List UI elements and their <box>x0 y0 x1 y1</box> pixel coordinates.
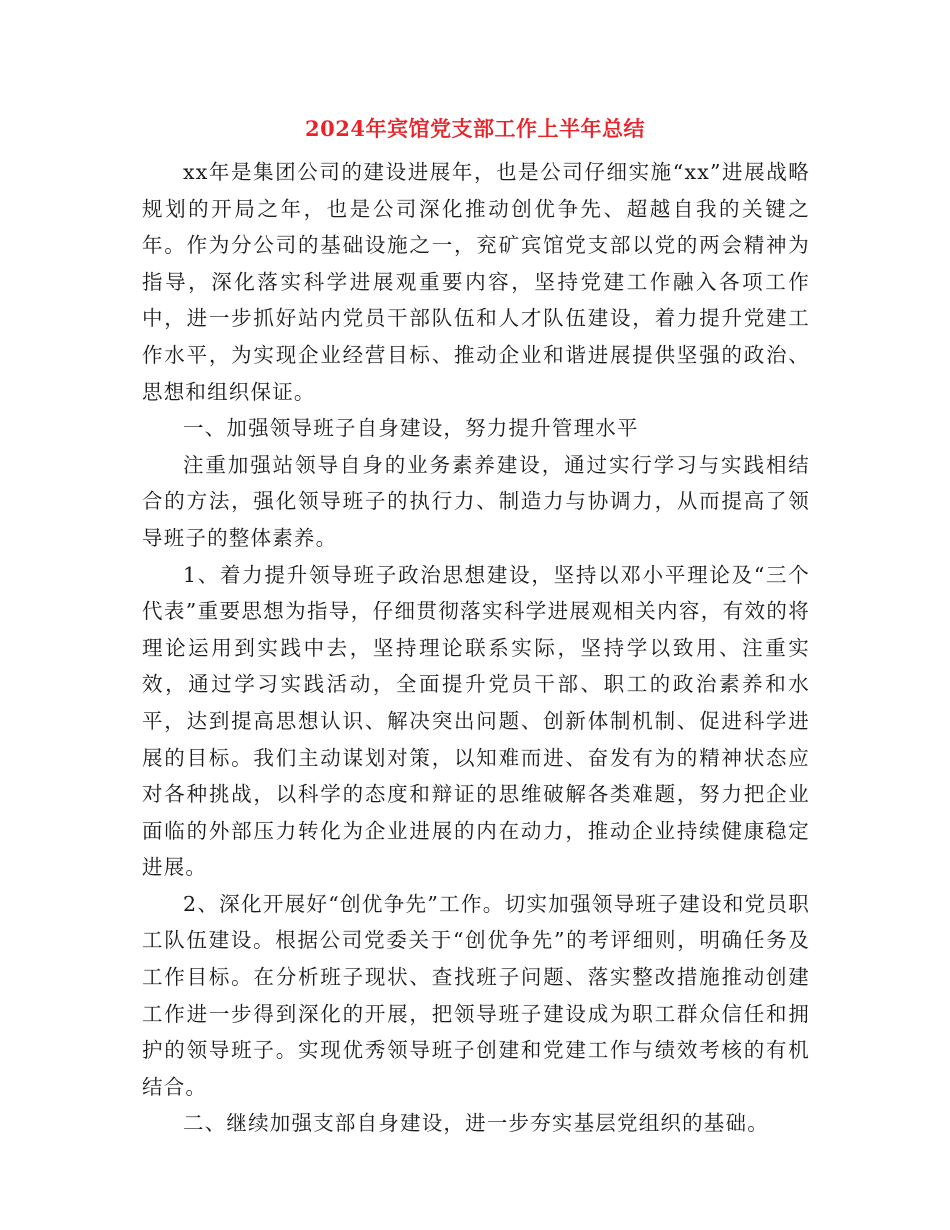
paragraph-item-1: 1、着力提升领导班子政治思想建设，坚持以邓小平理论及“三个代表”重要思想为指导，仔细贯彻落实科学进展观相关内容，有效的将理论运用到实践中去，坚持理论联系实际，坚持学以致用、注重实效，通过学习实践活动，全面提升党员干部、职工的政治素养和水平，达到提高思想认识、解决突出问题、创新体制机制、促进科学进展的目标。我们主动谋划对策，以知难而进、奋发有为的精神状态应对各种挑战，以科学的态度和辩证的思维破解各类难题，努力把企业面临的外部压力转化为企业进展的内在动力，推动企业持续健康稳定进展。 <box>142 562 810 880</box>
paragraph-item-2: 2、深化开展好“创优争先”工作。切实加强领导班子建设和党员职工队伍建设。根据公司党委关于“创优争先”的考评细则，明确任务及工作目标。在分析班子现状、查找班子问题、落实整改措施推动创建工作进一步得到深化的开展，把领导班子建设成为职工群众信任和拥护的领导班子。实现优秀领导班子创建和党建工作与绩效考核的有机结合。 <box>142 891 810 1099</box>
section-heading-2: 二、继续加强支部自身建设，进一步夯实基层党组织的基础。 <box>183 1111 769 1136</box>
document-title: 2024年宾馆党支部工作上半年总结 <box>305 116 645 141</box>
paragraph-section-1-intro: 注重加强站领导自身的业务素养建设，通过实行学习与实践相结合的方法，强化领导班子的执行力、制造力与协调力，从而提高了领导班子的整体素养。 <box>142 452 810 550</box>
document-body <box>142 154 810 1142</box>
section-heading-1: 一、加强领导班子自身建设，努力提升管理水平 <box>183 416 639 441</box>
paragraph-intro: xx年是集团公司的建设进展年，也是公司仔细实施“xx”进展战略规划的开局之年，也是公司深化推动创优争先、超越自我的关键之年。作为分公司的基础设施之一，兖矿宾馆党支部以党的两会精神为指导，深化落实科学进展观重要内容，坚持党建工作融入各项工作中，进一步抓好站内党员干部队伍和人才队伍建设，着力提升党建工作水平，为实现企业经营目标、推动企业和谐进展提供坚强的政治、思想和组织保证。 <box>142 160 810 404</box>
